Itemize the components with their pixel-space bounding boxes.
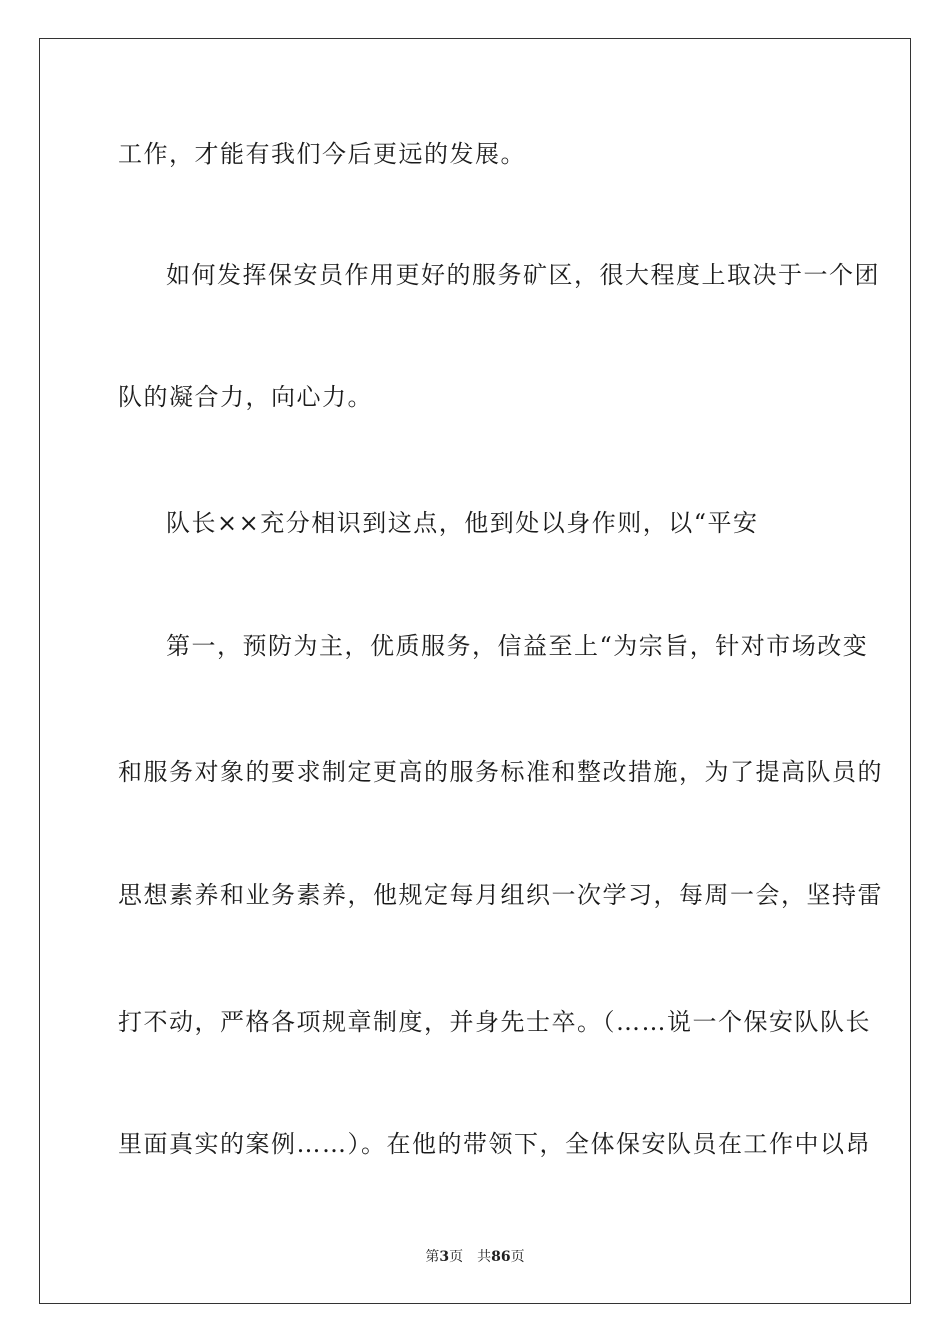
page-suffix: 页 <box>449 1249 464 1265</box>
text-line-2: 如何发挥保安员作用更好的服务矿区，很大程度上取决于一个团 <box>166 261 880 289</box>
text-line-7: 思想素养和业务素养，他规定每月组织一次学习，每周一会，坚持雷 <box>118 881 883 909</box>
page-prefix: 第 <box>425 1249 440 1265</box>
total-pages: 86 <box>491 1249 511 1265</box>
total-prefix: 共 <box>477 1249 492 1265</box>
page-border <box>39 38 911 1304</box>
page-number: 3 <box>439 1249 450 1265</box>
text-line-9: 里面真实的案例……）。在他的带领下，全体保安队员在工作中以昂 <box>118 1130 871 1158</box>
text-line-5: 第一，预防为主，优质服务，信益至上“为宗旨，针对市场改变 <box>166 632 869 660</box>
text-line-4: 队长××充分相识到这点，他到处以身作则，以“平安 <box>166 509 759 537</box>
text-line-6: 和服务对象的要求制定更高的服务标准和整改措施，为了提高队员的 <box>118 758 883 786</box>
text-line-8: 打不动，严格各项规章制度，并身先士卒。（……说一个保安队队长 <box>118 1008 871 1036</box>
total-suffix: 页 <box>510 1249 525 1265</box>
page-footer <box>0 1248 950 1266</box>
text-line-1: 工作，才能有我们今后更远的发展。 <box>118 140 526 168</box>
text-line-3: 队的凝合力，向心力。 <box>118 383 373 411</box>
